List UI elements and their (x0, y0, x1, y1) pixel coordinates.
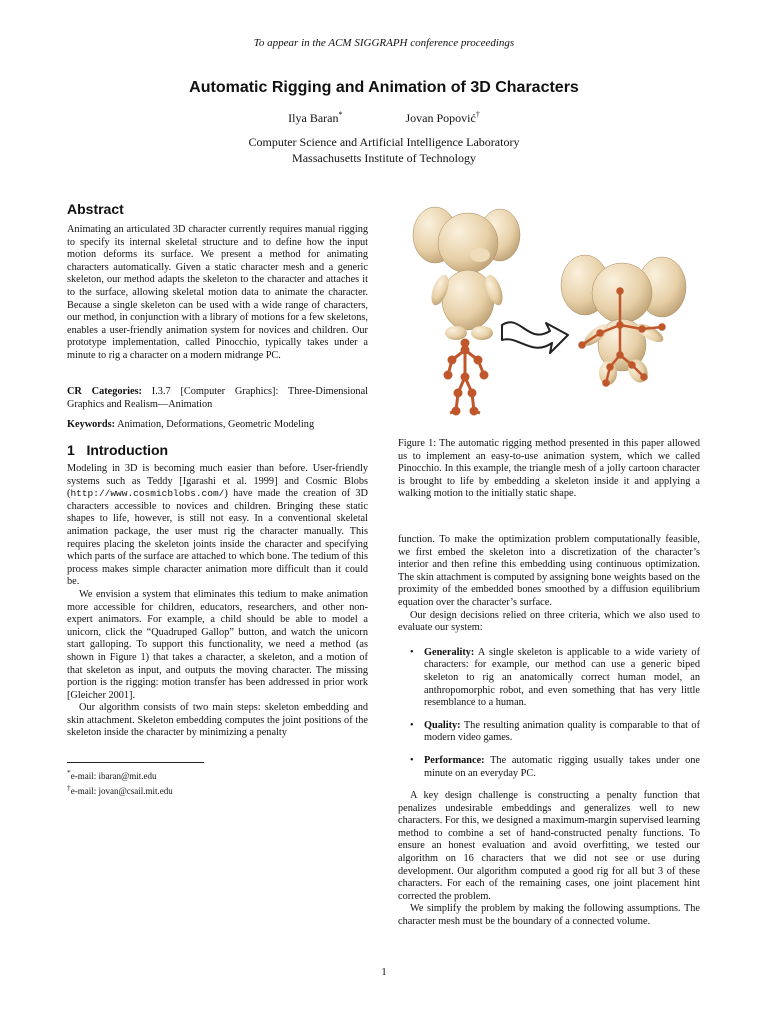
static-character (413, 207, 520, 340)
author-list (0, 110, 768, 126)
keywords: Keywords: Animation, Deformations, Geometric Modeling (67, 419, 315, 430)
arrow-icon (502, 322, 568, 353)
right-paragraph-4: We simplify the problem by making the following assumptions. The character mesh must be the boundary of a connected volume. (398, 903, 700, 928)
abstract-heading: Abstract (67, 201, 124, 217)
running-header: To appear in the ACM SIGGRAPH conference proceedings (253, 37, 515, 49)
criterion-quality: • Quality: The resulting animation quality is comparable to that of modern video games. (398, 720, 700, 745)
paper-title: Automatic Rigging and Animation of 3D Characters (189, 79, 579, 96)
author-1: Ilya Baran* (288, 110, 343, 125)
footnote-1: *e-mail: ibaran@mit.edu (67, 768, 157, 781)
footnotes (67, 767, 173, 797)
criterion-generality: • Generality: A single skeleton is applicable to a wide variety of characters: for example, our method can use a generic biped skeleton to rig an anatomically correct human model, an anthropomorphic robot, and even something that has very little resemblance to a human. (398, 647, 700, 710)
cosmic-blobs-link[interactable]: http://www.cosmicblobs.com/ (70, 488, 225, 500)
abstract-text: Animating an articulated 3D character currently requires manual rigging to specify its internal skeletal structure and to define how the input motion deforms its surface. We present a method for animating characters automatically. Given a static character mesh and a generic skeleton, our method adapts the skeleton to the character and attaches it to the surface, allowing skeletal motion data to animate the character. Because a single skeleton can be used with a wide range of characters, our method, in conjunction with a library of motions for a few skeletons, enables a user-friendly animation system for novices and children. Our prototype implementation, called Pinocchio, typically takes under a minute to rig a character on a modern midrange PC. (67, 224, 368, 361)
criteria-list (398, 647, 700, 780)
right-paragraph-2: Our design decisions relied on three criteria, which we also used to evaluate our system: (398, 609, 700, 634)
introduction-heading: 1 Introduction (67, 442, 169, 458)
figure-1-caption: Figure 1: The automatic rigging method presented in this paper allowed us to implement an easy-to-use animation system, which we called Pinocchio. In this example, the triangle mesh of a jolly cartoon character is brought to life by embedding a skeleton inside it and applying a walking motion to the initially static shape. (398, 438, 700, 500)
right-paragraph-3: A key design challenge is constructing a penalty function that penalizes undesirable embeddings and generalizes well to new characters. For this, we designed a maximum-margin supervised learning method to combine a set of hand-constructed penalty functions. To ensure an honest evaluation and avoid overfitting, we tested our algorithm on 16 characters that we did not see or use during development. Our algorithm computed a good rig for all but 3 of these characters. For each of the remaining cases, one joint placement hint corrected the problem. (398, 790, 700, 902)
criterion-performance: • Performance: The automatic rigging usually takes under one minute on an everyday PC. (398, 755, 700, 780)
page-number: 1 (381, 966, 387, 978)
right-paragraph-1: function. To make the optimization problem computationally feasible, we first embed the skeleton into a discretization of the character’s interior and then refine this embedding using continuous optimization. The skin attachment is computed by assigning bone weights based on the proximity of the embedded bones smoothed by a diffusion equilibrium equation over the character’s surface. (398, 534, 700, 608)
right-column-text (398, 534, 700, 929)
generic-skeleton (445, 340, 487, 414)
affiliation: Computer Science and Artificial Intelligence Laboratory Massachusetts Institute of Technology (248, 135, 520, 165)
intro-paragraph-1: Modeling in 3D is becoming much easier than before. User-friendly systems such as Teddy [Igarashi et al. 1999] and Cosmic Blobs (http://www.cosmicblobs.com/) have made the creation of 3D characters accessible to novices and children. Bringing these static shapes to life, however, is still not easy. In a conventional skeletal animation package, the user must rig the character manually. This requires placing the skeleton joints inside the character and specifying which parts of the surface are attached to which bone. The tedium of this process makes simple character animation more difficult than it could be. (67, 463, 368, 588)
footnote-2: †e-mail: jovan@csail.mit.edu (67, 783, 173, 796)
introduction-text (67, 463, 368, 740)
footnote-rule (67, 762, 204, 763)
cr-categories: CR Categories: I.3.7 [Computer Graphics]: Three-Dimensional Graphics and Realism—Animation (67, 386, 369, 410)
rigged-character (561, 255, 686, 386)
figure-1-illustration (400, 195, 700, 425)
intro-paragraph-3: Our algorithm consists of two main steps: skeleton embedding and skin attachment. Skeleton embedding computes the joint positions of the skeleton inside the character by minimizing a penalty (67, 702, 368, 739)
author-2: Jovan Popović† (405, 110, 480, 125)
intro-paragraph-2: We envision a system that eliminates this tedium to make animation more accessible for children, educators, researchers, and other non-expert animators. For example, a child should be able to model a unicorn, click the “Quadruped Gallop” button, and watch the unicorn start galloping. To support this functionality, we need a method (as shown in Figure 1) that takes a character, a skeleton, and a motion of that skeleton as input, and outputs the moving character. The missing portion is the rigging: motion transfer has been addressed in prior work [Gleicher 2001]. (67, 588, 368, 701)
